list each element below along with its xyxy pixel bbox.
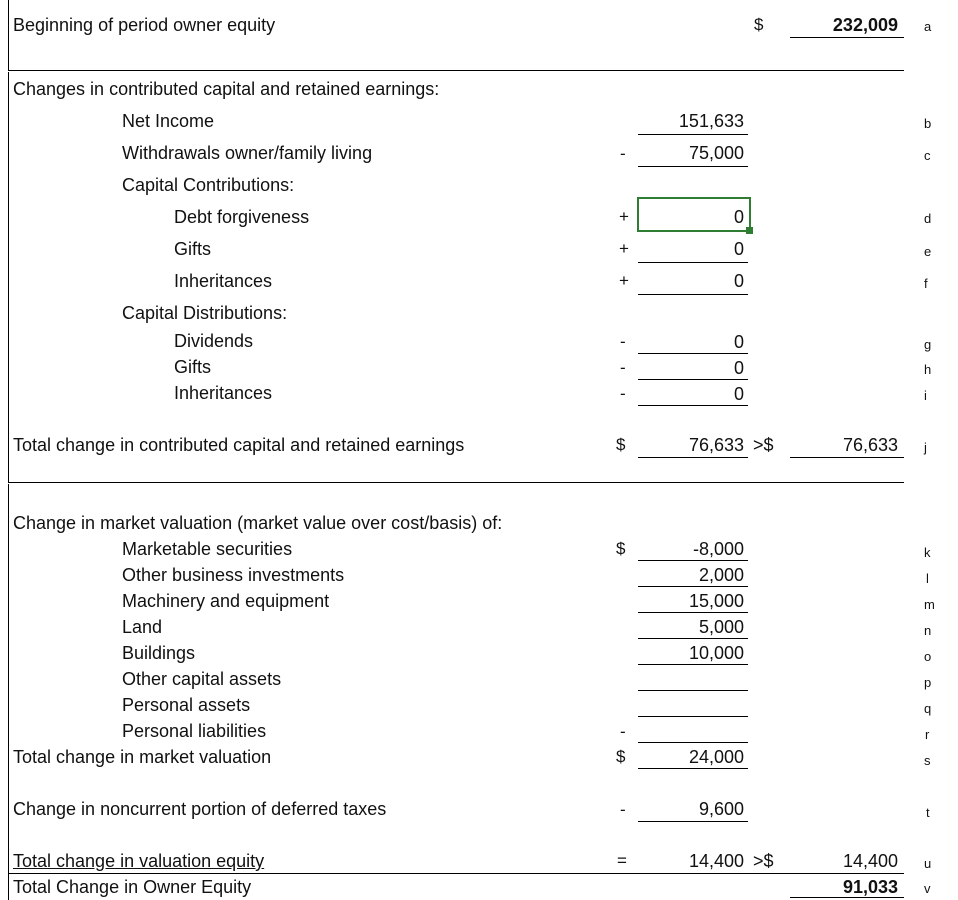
underline [638,353,748,354]
row-letter: j [924,440,927,455]
market-row-label: Personal assets [122,695,251,715]
dividends-value[interactable]: 0 [733,332,744,352]
underline [638,134,748,135]
net-income-value[interactable]: 151,633 [678,111,744,131]
withdrawals-label: Withdrawals owner/family living [122,143,373,163]
market-row-label: Other capital assets [122,669,282,689]
gifts-in-value[interactable]: 0 [733,239,744,259]
section-divider [8,873,904,874]
market-row-value[interactable]: 10,000 [688,643,744,663]
total-market-label: Total change in market valuation [13,747,272,767]
withdrawals-sign: - [620,144,626,163]
contributions-heading: Capital Contributions: [122,175,295,195]
market-row-label: Land [122,617,163,637]
distributions-heading: Capital Distributions: [122,303,288,323]
underline [638,586,748,587]
section-divider [8,70,904,71]
net-income-label: Net Income [122,111,215,131]
row-letter: g [924,337,932,352]
underline [638,262,748,263]
market-row-label: Machinery and equipment [122,591,330,611]
underline [638,821,748,822]
fill-handle[interactable] [746,227,753,234]
withdrawals-value[interactable]: 75,000 [688,143,744,163]
beginning-label: Beginning of period owner equity [13,15,276,35]
deferred-value[interactable]: 9,600 [698,799,744,819]
market-row-sign: - [620,722,626,741]
total-market-value[interactable]: 24,000 [688,747,744,767]
owner-equity-total-label: Total Change in Owner Equity [13,877,252,897]
market-row-value[interactable]: -8,000 [692,539,744,559]
row-letter: a [924,19,932,34]
row-letter: k [924,545,931,560]
row-letter: e [924,244,932,259]
row-letter: q [924,701,932,716]
underline [638,716,748,717]
total-contributed-label: Total change in contributed capital and retained earnings [13,435,465,455]
row-letter: f [924,276,928,291]
total-contributed-result[interactable]: 76,633 [842,435,898,455]
dividends-sign: - [620,332,626,351]
total-contributed-arrow: >$ [753,435,774,455]
gifts-in-label: Gifts [174,239,212,259]
underline [638,379,748,380]
market-row-label: Marketable securities [122,539,293,559]
beginning-currency: $ [754,15,764,34]
row-letter: r [925,727,930,742]
left-border [8,484,9,900]
inheritances-out-sign: - [620,384,626,403]
row-letter: n [924,623,932,638]
underline [638,405,748,406]
total-market-currency: $ [616,747,626,766]
left-border [8,72,9,482]
debt-forgiveness-sign: + [619,207,629,226]
inheritances-in-sign: + [619,271,629,290]
row-letter: u [924,856,932,871]
market-row-label: Personal liabilities [122,721,267,741]
underline [638,457,748,458]
deferred-label: Change in noncurrent portion of deferred taxes [13,799,387,819]
debt-forgiveness-label: Debt forgiveness [174,207,310,227]
market-row-value[interactable]: 5,000 [698,617,744,637]
row-letter: t [926,805,930,820]
gifts-out-value[interactable]: 0 [733,358,744,378]
total-contributed-value[interactable]: 76,633 [688,435,744,455]
total-contributed-currency: $ [616,435,626,454]
market-row-value[interactable]: 2,000 [698,565,744,585]
valuation-total-result[interactable]: 14,400 [842,851,898,871]
market-row-value[interactable]: 15,000 [688,591,744,611]
row-letter: o [924,649,932,664]
row-letter: c [924,148,931,163]
underline [638,742,748,743]
market-heading: Change in market valuation (market value over cost/basis) of: [13,513,503,533]
valuation-total-sign: = [617,851,627,870]
row-letter: v [924,881,931,896]
underline [790,897,904,898]
inheritances-out-value[interactable]: 0 [733,384,744,404]
row-letter: h [924,362,932,377]
underline [638,638,748,639]
underline [638,612,748,613]
gifts-out-label: Gifts [174,357,212,377]
row-letter: l [926,571,929,586]
inheritances-in-value[interactable]: 0 [733,271,744,291]
beginning-value[interactable]: 232,009 [832,15,898,35]
underline [638,690,748,691]
market-row-label: Other business investments [122,565,345,585]
changes-heading: Changes in contributed capital and retained earnings: [13,79,440,99]
underline [790,37,904,38]
row-letter: b [924,116,932,131]
underline [638,560,748,561]
deferred-sign: - [620,800,626,819]
market-row-label: Buildings [122,643,196,663]
owner-equity-total-value[interactable]: 91,033 [842,877,898,897]
row-letter: s [924,753,931,768]
valuation-total-arrow: >$ [753,851,774,871]
debt-forgiveness-value[interactable]: 0 [733,207,744,227]
dividends-label: Dividends [174,331,254,351]
inheritances-in-label: Inheritances [174,271,273,291]
row-letter: d [924,211,932,226]
underline [638,664,748,665]
inheritances-out-label: Inheritances [174,383,273,403]
underline [638,768,748,769]
section-divider [8,482,904,483]
valuation-total-value[interactable]: 14,400 [688,851,744,871]
market-row-sign: $ [616,539,626,558]
underline [638,294,748,295]
valuation-total-label: Total change in valuation equity [13,851,265,871]
underline [790,457,904,458]
gifts-in-sign: + [619,239,629,258]
row-letter: i [924,388,927,403]
gifts-out-sign: - [620,358,626,377]
left-border [8,0,9,70]
underline [638,166,748,167]
row-letter: m [924,597,935,612]
row-letter: p [924,675,932,690]
